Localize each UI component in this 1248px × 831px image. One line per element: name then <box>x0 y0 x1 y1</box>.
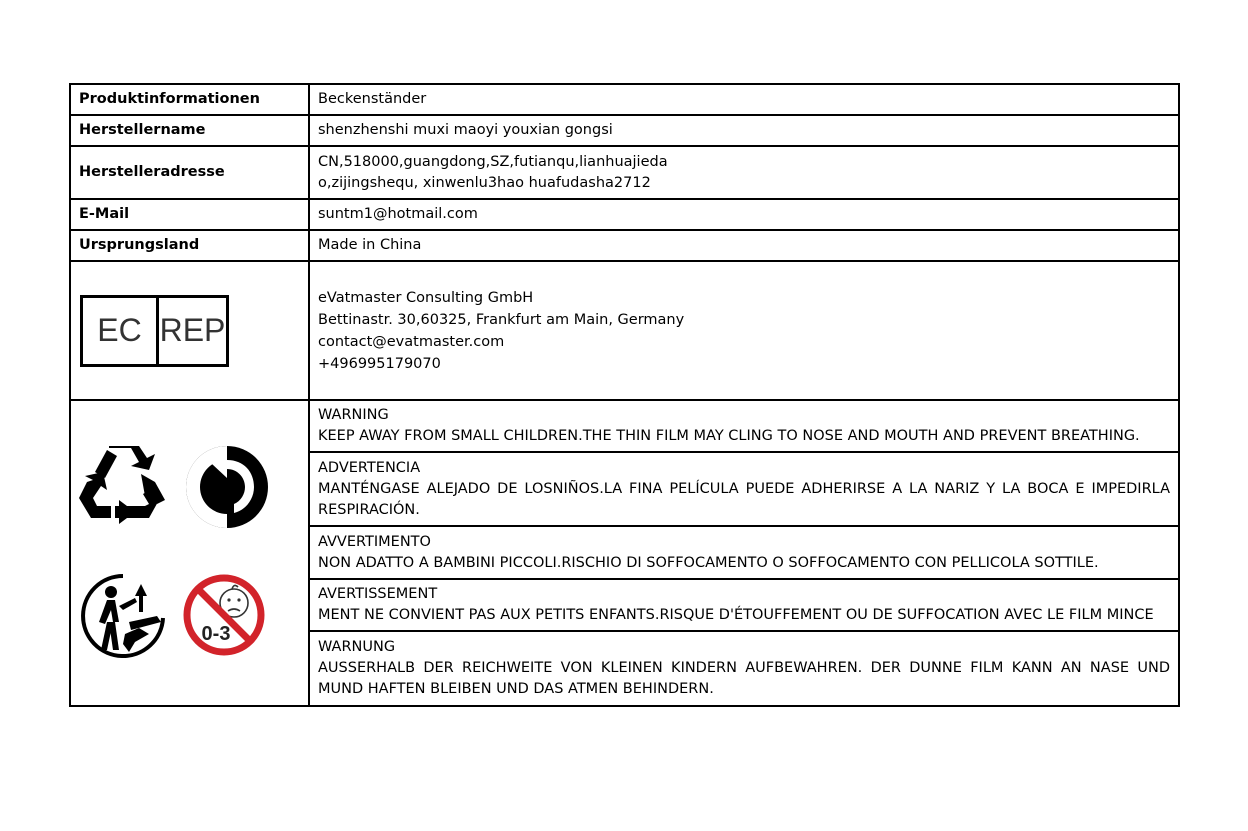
value-manufacturer-name: shenzhenshi muxi maoyi youxian gongsi <box>309 115 1179 146</box>
label-origin: Ursprungsland <box>70 230 309 261</box>
warning-de-text: AUSSERHALB DER REICHWEITE VON KLEINEN KINDERN AUFBEWAHREN. DER DUNNE FILM KANN AN NASE UND MUND HAFTEN BLEIBEN UND DAS ATMEN BEHINDERN. <box>318 660 1170 697</box>
not-for-under-3-icon <box>182 573 266 657</box>
symbols-grid <box>71 408 308 698</box>
ec-rep-logo-ec: EC <box>83 298 159 364</box>
row-manufacturer-name <box>70 115 1179 146</box>
warning-es-cell <box>309 452 1179 526</box>
recycle-icon <box>79 444 167 528</box>
age-label: 0-3 <box>201 623 231 645</box>
ec-rep-logo-rep: REP <box>159 312 226 348</box>
ec-rep-address: Bettinastr. 30,60325, Frankfurt am Main, Germany <box>318 311 685 328</box>
ec-rep-logo-cell <box>70 261 309 400</box>
row-manufacturer-address <box>70 146 1179 199</box>
row-product-info <box>70 84 1179 115</box>
symbols-cell <box>70 400 309 706</box>
warning-it-text: NON ADATTO A BAMBINI PICCOLI.RISCHIO DI SOFFOCAMENTO O SOFFOCAMENTO CON PELLICOLA SOTTILE. <box>318 554 1099 571</box>
label-manufacturer-name: Herstellername <box>70 115 309 146</box>
value-product-info: Beckenständer <box>309 84 1179 115</box>
address-line-2: o,zijingshequ, xinwenlu3hao huafudasha2712 <box>318 174 651 191</box>
row-email <box>70 199 1179 230</box>
ec-rep-email: contact@evatmaster.com <box>318 333 505 350</box>
warning-de-title: WARNUNG <box>318 639 396 655</box>
product-info-table <box>69 83 1180 707</box>
warning-it-cell <box>309 526 1179 579</box>
value-email: suntm1@hotmail.com <box>309 199 1179 230</box>
ec-rep-company: eVatmaster Consulting GmbH <box>318 289 534 306</box>
warning-en-cell <box>309 400 1179 452</box>
warning-en-title: WARNING <box>318 407 389 423</box>
address-line-1: CN,518000,guangdong,SZ,futianqu,lianhuajieda <box>318 153 668 170</box>
value-manufacturer-address <box>309 146 1179 199</box>
ec-rep-phone: +496995179070 <box>318 355 441 372</box>
warning-en-text: KEEP AWAY FROM SMALL CHILDREN.THE THIN FILM MAY CLING TO NOSE AND MOUTH AND PREVENT BREATHING. <box>318 428 1140 444</box>
warning-it-title: AVVERTIMENTO <box>318 533 431 550</box>
warning-fr-text: MENT NE CONVIENT PAS AUX PETITS ENFANTS.RISQUE D'ÉTOUFFEMENT OU DE SUFFOCATION AVEC LE FILM MINCE <box>318 607 1154 623</box>
row-ec-rep <box>70 261 1179 400</box>
label-manufacturer-address: Herstelleradresse <box>70 146 309 199</box>
row-origin <box>70 230 1179 261</box>
label-email: E-Mail <box>70 199 309 230</box>
warning-fr-cell <box>309 579 1179 631</box>
value-origin: Made in China <box>309 230 1179 261</box>
warning-es-title: ADVERTENCIA <box>318 459 421 476</box>
ec-rep-details <box>309 261 1179 400</box>
tidyman-icon <box>79 572 167 658</box>
warning-fr-title: AVERTISSEMENT <box>318 586 438 602</box>
warning-es-text: MANTÉNGASE ALEJADO DE LOSNIÑOS.LA FINA PELÍCULA PUEDE ADHERIRSE A LA NARIZ Y LA BOCA E IMPEDIRLA RESPIRACIÓN. <box>318 480 1170 518</box>
row-warning-en <box>70 400 1179 452</box>
warning-de-cell <box>309 631 1179 706</box>
green-dot-icon <box>184 444 270 530</box>
ec-rep-logo <box>80 295 229 367</box>
label-product-info: Produktinformationen <box>70 84 309 115</box>
